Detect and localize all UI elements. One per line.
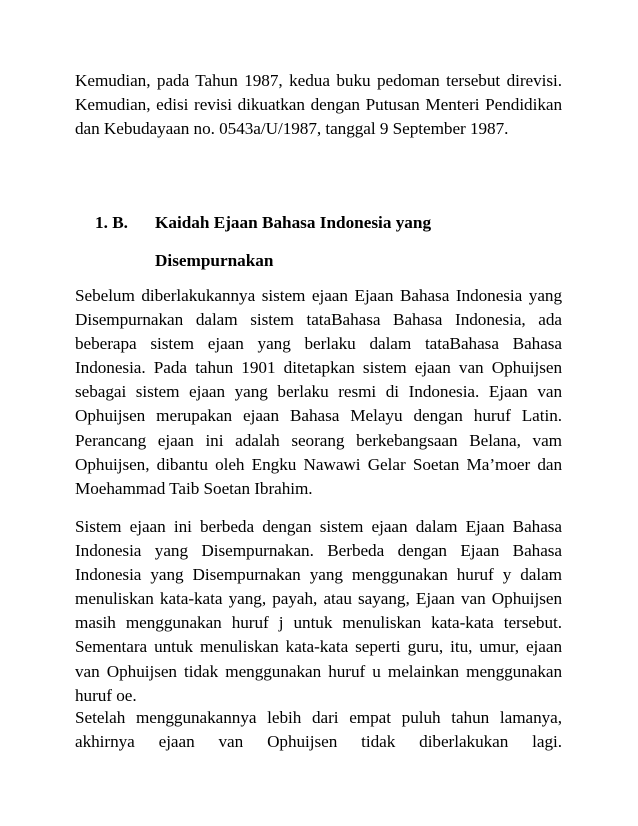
- section-title-line-1: Kaidah Ejaan Bahasa Indonesia yang: [155, 213, 432, 232]
- body-paragraph-2: Sistem ejaan ini berbeda dengan sistem ejaan dalam Ejaan Bahasa Indonesia yang Disempurnakan. Berbeda dengan Ejaan Bahasa Indonesia yang Disempurnakan yang menggunakan huruf y dalam menuliskan kata-kata yang, payah, atau sayang, Ejaan van Ophuijsen masih menggunakan huruf j untuk menuliskan kata-kata tersebut. Sementara untuk menuliskan kata-kata seperti guru, itu, umur, ejaan van Ophuijsen tidak menggunakan huruf u melainkan menggunakan huruf oe.: [75, 517, 562, 705]
- intro-paragraph: Kemudian, pada Tahun 1987, kedua buku pedoman tersebut direvisi. Kemudian, edisi revisi dikuatkan dengan Putusan Menteri Pendidikan dan Kebudayaan no. 0543a/U/1987, tanggal 9 September 1987.: [75, 71, 562, 139]
- section-number: 1. B.: [95, 213, 128, 232]
- body-paragraph-1: Sebelum diberlakukannya sistem ejaan Ejaan Bahasa Indonesia yang Disempurnakan dalam sistem tataBahasa Bahasa Indonesia, ada beberapa sistem ejaan yang berlaku dalam tataBahasa Bahasa Indonesia. Pada tahun 1901 ditetapkan sistem ejaan van Ophuijsen sebagai sistem ejaan yang berlaku resmi di Indonesia. Ejaan van Ophuijsen merupakan ejaan Bahasa Melayu dengan huruf Latin. Perancang ejaan ini adalah seorang berkebangsaan Belana, vam Ophuijsen, dibantu oleh Engku Nawawi Gelar Soetan Ma’moer dan Moehammad Taib Soetan Ibrahim.: [75, 286, 562, 498]
- body-paragraph-3: Setelah menggunakannya lebih dari empat puluh tahun lamanya, akhirnya ejaan van Ophuijsen tidak diberlakukan lagi.: [75, 708, 562, 752]
- section-title-line-2: Disempurnakan: [155, 251, 274, 270]
